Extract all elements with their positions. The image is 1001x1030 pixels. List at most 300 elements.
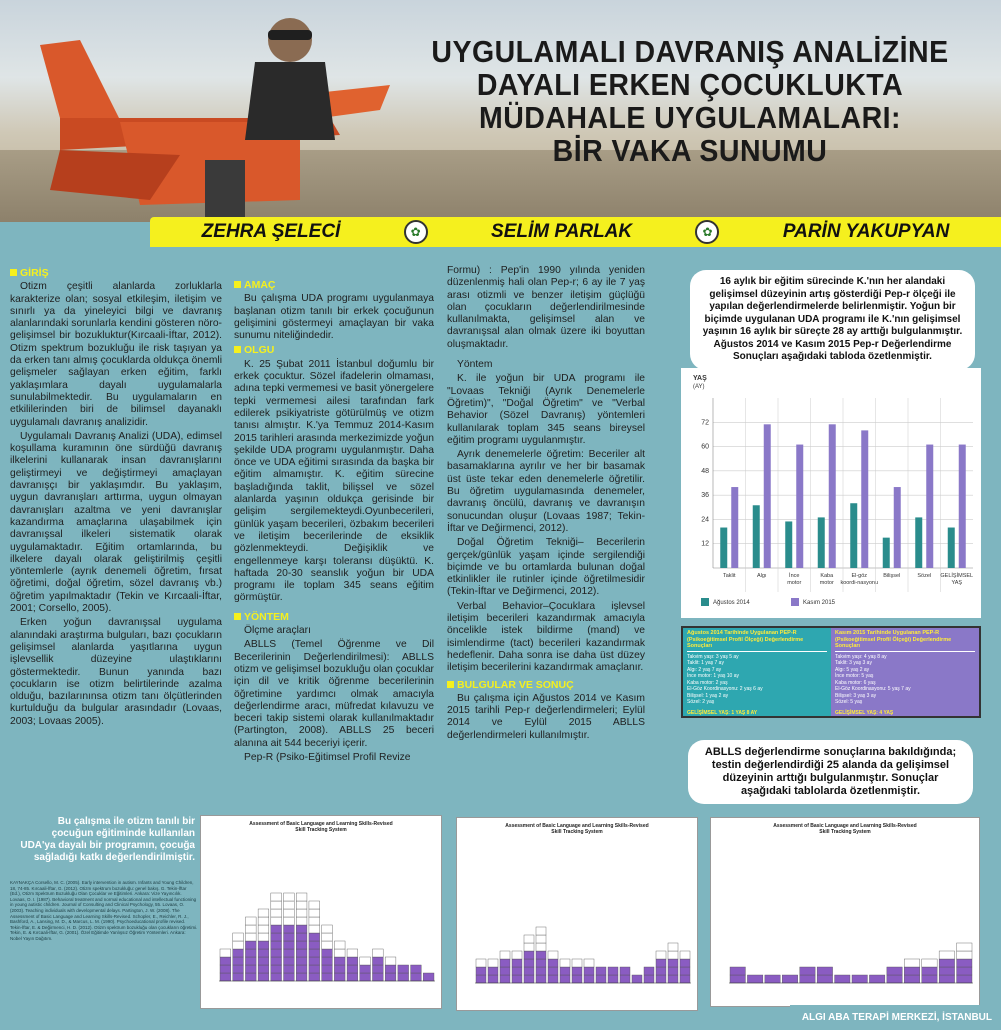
giris-paragraph-2: Uygulamalı Davranış Analizi (UDA), edimsel koşullama kuramının öne sürdüğü davranış ilkelerini kullanarak insan davranışlarını geliştirmeyi ve değiştirmeyi amaçlayan davranışçı bir yaklaşımdır. Bu yaklaşım, uygun davranışları arttırma, uygun olmayan davranışları azaltma ve yeni davranışlar kazandırma amaçlarına ulaşabilmek için davranışsal ilkeleri sistematik olarak uygulamaktadır. Eğitim ortamlarında, bu ilkelere dayalı olarak geliştirilmiş çeşitli yöntemlerle (ayrık denemeli öğretim, fırsat öğretimi, doğal öğretim, sözel davranış vb.) öğretim yapılmaktadır (Tekin ve Kırcaali-İftar, 2001; Corsello, 2005).: [10, 430, 222, 615]
findings-box-ablls: ABLLS değerlendirme sonuçlarına bakıldığında; testin değerlendirdiği 25 alanda da gelişimsel düzeyinin arttığı bulgulanmıştır. Sonuçlar aşağıdaki tablolarda özetlenmiştir.: [688, 740, 973, 804]
skill-cell: [536, 951, 546, 959]
skill-cell: [284, 909, 295, 917]
skill-cell: [271, 933, 282, 941]
skill-cell: [271, 893, 282, 901]
skill-cell: [488, 975, 498, 983]
table-row: Sözel: 5 yaş: [835, 699, 863, 705]
legend-swatch: [791, 598, 799, 606]
skill-cell: [360, 965, 371, 973]
bar-kasim-2015: [959, 445, 966, 568]
skill-cell: [668, 967, 678, 975]
skill-cell: [271, 917, 282, 925]
skill-cell: [680, 967, 690, 975]
skill-cell: [668, 943, 678, 951]
skill-cell: [271, 901, 282, 909]
table-row: El-Göz Koordinasyonu: 2 yaş 6 ay: [687, 686, 763, 692]
skill-cell: [347, 965, 358, 973]
toy-plane-illustration: [0, 0, 420, 222]
skill-cell: [765, 975, 780, 983]
skill-cell: [258, 909, 269, 917]
sheet-subtitle: Skill Tracking System: [295, 827, 347, 833]
skill-cell: [258, 917, 269, 925]
section-heading-yontem: YÖNTEM: [234, 611, 434, 623]
skill-cell: [957, 975, 972, 983]
table-column-august-2014: [683, 628, 831, 716]
y-tick-label: 72: [701, 419, 709, 427]
y-axis-unit: (AY): [693, 384, 705, 390]
skill-cell: [360, 973, 371, 981]
skill-cell: [258, 973, 269, 981]
x-tick-label: motor: [819, 580, 834, 586]
authors-bar: [150, 217, 1001, 247]
conclusion-caption: Bu çalışma ile otizm tanılı bir çocuğun eğitiminde kullanılan UDA'ya dayalı bir programın, çocuğa sağladığı katkı değerlendirilmiştir.: [20, 816, 195, 863]
skill-cell: [536, 975, 546, 983]
skill-cell: [245, 925, 256, 933]
skill-cell: [347, 949, 358, 957]
skill-cell: [524, 951, 534, 959]
skill-cell: [548, 959, 558, 967]
skill-cell: [668, 975, 678, 983]
skill-cell: [800, 967, 815, 975]
skill-cell: [347, 973, 358, 981]
skill-cell: [656, 975, 666, 983]
skill-cell: [233, 965, 244, 973]
skill-cell: [817, 967, 832, 975]
table-row: Kaba motor: 6 yaş: [835, 679, 876, 686]
skill-cell: [939, 967, 954, 975]
skill-cell: [939, 951, 954, 959]
header-photo: [0, 0, 1001, 222]
section-heading-giris: GİRİŞ: [10, 267, 222, 279]
y-tick-label: 60: [701, 443, 709, 451]
skill-cell: [922, 959, 937, 967]
skill-cell: [887, 967, 902, 975]
poster-title: [428, 35, 952, 167]
skill-cell: [957, 959, 972, 967]
table-column-november-2015: [831, 628, 979, 716]
skill-cell: [309, 909, 320, 917]
skill-cell: [271, 949, 282, 957]
skill-cell: [476, 959, 486, 967]
column-1: [10, 265, 222, 730]
skill-cell: [680, 975, 690, 983]
skill-cell: [548, 975, 558, 983]
skill-cell: [271, 973, 282, 981]
x-tick-label: YAŞ: [951, 580, 963, 586]
skill-cell: [957, 951, 972, 959]
skill-cell: [372, 957, 383, 965]
skill-cell: [296, 901, 307, 909]
skill-cell: [296, 965, 307, 973]
y-tick-label: 48: [701, 467, 709, 475]
skill-cell: [284, 933, 295, 941]
x-tick-label: Sözel: [917, 573, 932, 579]
skill-cell: [258, 941, 269, 949]
skill-cell: [296, 893, 307, 901]
skill-cell: [817, 975, 832, 983]
skill-cell: [347, 957, 358, 965]
bar-agustos-2014: [883, 538, 890, 568]
skill-cell: [284, 949, 295, 957]
amac-paragraph: Bu çalışma UDA programı uygulanmaya başlanan otizm tanılı bir erkek çocuğunun gelişimini göstermeyi amaçlayan bir vaka sunumu niteliğindedir.: [234, 293, 434, 342]
yontem-paragraph-3: Doğal Öğretim Tekniği– Becerilerin gerçek/günlük yaşam içinde sergilendiği biçimde ve bu ortamlarda bulunan doğal etkinlikler ile rutinler içinde öğretilmesidir (Tekin-İftar ve Değirmenci, 2012).: [447, 537, 645, 598]
skill-cell: [524, 935, 534, 943]
skill-cell: [334, 957, 345, 965]
skill-cell: [322, 949, 333, 957]
skill-cell: [869, 975, 884, 983]
sheet-title: Assessment of Basic Language and Learning Skills-Revised: [505, 823, 649, 829]
footer-credit: ALGI ABA TERAPİ MERKEZİ, İSTANBUL: [790, 1005, 1000, 1030]
skill-cell: [572, 975, 582, 983]
skill-cell: [411, 973, 422, 981]
skill-cell: [476, 975, 486, 983]
bar-kasim-2015: [894, 487, 901, 568]
skill-cell: [284, 925, 295, 933]
skill-cell: [500, 975, 510, 983]
section-heading-bulgular: BULGULAR VE SONUÇ: [447, 679, 645, 691]
table-row: Taklit: 1 yaş 7 ay: [687, 660, 724, 666]
skill-cell: [488, 967, 498, 975]
pepr-paragraph: Pep-R (Psiko-Eğitimsel Profil Revize: [244, 751, 411, 763]
yontem-paragraph-4: Verbal Behavior–Çocuklara işlevsel iletişim becerileri kazandırmak amacıyla öncelikle istek bildirme (mand) ve isimlendirme (tact) becerileri kazandırmak hedeflenir. Daha sonra ise daha üst düzey iletişim becerilerini kazandırmak amaçlanır.: [447, 600, 645, 674]
ablls-sheet-3: [710, 817, 980, 1007]
pepr-continued: Formu) : Pep'in 1990 yılında yeniden düzenlenmiş hali olan Pep-r; 6 ay ile 7 yaş arası otizmli ve benzer iletişim güçlüğü olan çocukların değerlendirilmesinde kullanılmakta, gelişimsel alan ve davranışsal alan olmak üzere iki boyuttan oluşmaktadır.: [447, 265, 645, 350]
skill-cell: [584, 975, 594, 983]
table-row: Bilişsel: 1 yaş 2 ay: [687, 692, 729, 699]
skill-cell: [512, 967, 522, 975]
table-row: Kaba motor: 2 yaş: [687, 679, 728, 686]
skill-cell: [500, 959, 510, 967]
section-heading-olgu: OLGU: [234, 344, 434, 356]
skill-cell: [296, 941, 307, 949]
institution-logo-icon: ✿: [695, 220, 719, 244]
skill-cell: [644, 975, 654, 983]
skill-cell: [656, 959, 666, 967]
chart-svg: [681, 368, 981, 618]
skill-cell: [309, 925, 320, 933]
skill-cell: [560, 975, 570, 983]
skill-cell: [747, 975, 762, 983]
skill-cell: [271, 957, 282, 965]
column-3: [447, 265, 645, 744]
skill-cell: [782, 975, 797, 983]
skill-cell: [284, 957, 295, 965]
table-row: Taklit: 3 yaş 3 ay: [835, 660, 872, 666]
skill-cell: [372, 973, 383, 981]
legend-swatch: [701, 598, 709, 606]
x-tick-label: Taklit: [722, 573, 736, 579]
skill-cell: [560, 967, 570, 975]
skill-cell: [309, 949, 320, 957]
title-line-3: MÜDAHALE UYGULAMALARI:: [478, 100, 902, 135]
x-tick-label: Algı: [757, 573, 767, 579]
x-tick-label: motor: [787, 580, 802, 586]
skill-cell: [322, 957, 333, 965]
skill-cell: [296, 925, 307, 933]
sheet-bars: [711, 835, 981, 995]
skill-cell: [284, 965, 295, 973]
skill-cell: [524, 975, 534, 983]
skill-cell: [904, 967, 919, 975]
skill-cell: [372, 965, 383, 973]
skill-cell: [656, 967, 666, 975]
skill-cell: [258, 949, 269, 957]
skill-cell: [730, 975, 745, 983]
yontem-paragraph-1: K. ile yoğun bir UDA programı ile "Lovaas Tekniği (Ayrık Denemelerle Öğretim)", "Doğal Öğretim" ve "Verbal Behavior (Sözel Davranış) yöntemleri kullanılarak toplam 345 seans bireysel eğitim programı uygulanmıştır.: [447, 373, 645, 446]
y-axis-label: YAŞ: [693, 375, 707, 382]
skill-cell: [322, 925, 333, 933]
skill-cell: [488, 959, 498, 967]
skill-cell: [800, 975, 815, 983]
skill-cell: [245, 933, 256, 941]
skill-cell: [730, 967, 745, 975]
skill-cell: [284, 917, 295, 925]
skill-cell: [309, 965, 320, 973]
ablls-sheet-1: [200, 815, 442, 1009]
skill-cell: [385, 965, 396, 973]
skill-cell: [322, 941, 333, 949]
skill-cell: [548, 951, 558, 959]
skill-cell: [245, 957, 256, 965]
skill-cell: [398, 965, 409, 973]
skill-cell: [233, 949, 244, 957]
skill-cell: [536, 959, 546, 967]
skill-cell: [852, 975, 867, 983]
skill-cell: [296, 933, 307, 941]
table-header-right: Kasım 2015 Tarihinde Uygulanan PEP-R (Psikoeğitimsel Profil Ölçeği) Değerlendirme Sonuçları: [835, 630, 975, 652]
y-tick-label: 36: [701, 492, 709, 500]
table-row: Sözel: 2 yaş: [687, 699, 715, 705]
skill-cell: [258, 925, 269, 933]
skill-cell: [922, 975, 937, 983]
skill-cell: [309, 957, 320, 965]
giris-paragraph-1: Otizm çeşitli alanlarda zorluklarla karakterize olan; sosyal etkileşim, iletişim ve sınırlı ya da yineleyici bilgi ve davranış alanlarındaki sorunlarla kendini gösteren nöro-gelişimsel bir bozukluktur(Kırcaali-İftar, 2012). Otizm spektrum bozukluğu ile risk taşıyan ya da erken tanı almış çocuklarda oldukça önemli gelişmeler sağlayan erken eğitim, farklı yaklaşımlara dayalı uygulamalarla sunulabilmektedir. Bu uygulamaların en etkililerinden biri de bilimsel dayanaklı uygulamalı davranış analizidir.: [10, 281, 222, 428]
author-3: PARİN YAKUPYAN: [782, 221, 950, 242]
sheet-title: Assessment of Basic Language and Learning Skills-Revised: [249, 821, 393, 827]
skill-cell: [536, 927, 546, 935]
skill-cell: [309, 901, 320, 909]
skill-cell: [596, 967, 606, 975]
skill-cell: [220, 965, 231, 973]
skill-cell: [922, 967, 937, 975]
skill-cell: [284, 893, 295, 901]
olcme-label: Ölçme araçları: [244, 625, 311, 637]
skill-cell: [284, 941, 295, 949]
bar-agustos-2014: [915, 517, 922, 568]
bar-agustos-2014: [948, 528, 955, 568]
skill-cell: [668, 959, 678, 967]
skill-cell: [322, 973, 333, 981]
skill-cell: [620, 967, 630, 975]
skill-cell: [656, 951, 666, 959]
skill-cell: [322, 933, 333, 941]
skill-cell: [385, 973, 396, 981]
sheet-subtitle: Skill Tracking System: [551, 829, 603, 835]
skill-cell: [957, 943, 972, 951]
skill-cell: [334, 965, 345, 973]
skill-cell: [680, 951, 690, 959]
bar-kasim-2015: [861, 430, 868, 568]
legend-label: Ağustos 2014: [713, 600, 750, 606]
table-row: Takvim yaşı: 3 yaş 5 ay: [687, 653, 739, 660]
skill-cell: [271, 941, 282, 949]
skill-cell: [258, 957, 269, 965]
skill-cell: [233, 933, 244, 941]
table-row: İnce motor: 5 yaş: [835, 673, 874, 679]
sheet-bars: [457, 835, 699, 995]
giris-paragraph-3: Erken yoğun davranışsal uygulama alanındaki araştırma bulguları, bazı çocukların gelişimsel alanlarda yaşıtlarına uygun işlevsellik düzeyine ulaştıklarını göstermektedir. Bunun yanında bazı çocukların ise otizm belirtilerinde azalma olduğu, bazılarınınsa otizm tanı ölçütlerinden kurtulduğu da bulgular arasındadır (Lovaas, 2003; Lovaas 2005).: [10, 617, 222, 727]
skill-cell: [296, 917, 307, 925]
skill-cell: [548, 967, 558, 975]
skill-cell: [608, 975, 618, 983]
skill-cell: [372, 949, 383, 957]
skill-cell: [309, 933, 320, 941]
table-header-left: Ağustos 2014 Tarihinde Uygulanan PEP-R (Psikoeğitimsel Profil Ölçeği) Değerlendirme Sonuçları: [687, 630, 827, 652]
skill-cell: [596, 975, 606, 983]
ablls-sheet-2: [456, 817, 698, 1011]
skill-cell: [524, 943, 534, 951]
author-2: SELİM PARLAK: [491, 221, 633, 242]
skill-cell: [632, 975, 642, 983]
skill-cell: [887, 975, 902, 983]
skill-cell: [500, 967, 510, 975]
x-tick-label: koordi-nasyonu: [840, 580, 879, 586]
skill-cell: [584, 967, 594, 975]
skill-cell: [309, 941, 320, 949]
skill-cell: [271, 925, 282, 933]
sheet-subtitle: Skill Tracking System: [819, 829, 871, 835]
skill-cell: [284, 901, 295, 909]
skill-cell: [309, 917, 320, 925]
skill-cell: [220, 973, 231, 981]
skill-cell: [322, 965, 333, 973]
skill-cell: [904, 959, 919, 967]
skill-cell: [296, 949, 307, 957]
skill-cell: [939, 959, 954, 967]
skill-cell: [233, 973, 244, 981]
table-row: Bilişsel: 3 yaş 3 ay: [835, 692, 877, 699]
skill-cell: [423, 973, 434, 981]
title-line-2: DAYALI ERKEN ÇOCUKLUKTA: [476, 67, 904, 102]
legend-label: Kasım 2015: [803, 600, 836, 606]
skill-cell: [939, 975, 954, 983]
skill-cell: [904, 975, 919, 983]
skill-cell: [572, 967, 582, 975]
skill-cell: [512, 951, 522, 959]
olgu-paragraph: K. 25 Şubat 2011 İstanbul doğumlu bir erkek çocuktur. Sözel ifadelerin olmaması, adına tepki vermemesi ve basit yönergelere tepki vermemesi ailesi tarafından fark edilerek psikiyatriste götürülmüş ve otizm tanısı almıştır. K.'ya Temmuz 2014-Kasım 2015 tarihleri arasında merkezimizde yoğun şekilde UDA programı uygulanmıştır. Daha önce ve UDA eğitimi sırasında da başka bir eğitim almamıştır. K. eğitim sürecine başladığında taklit, bilişsel ve sözel alanlarda yaşının oldukça gerisinde bir gelişim sergilemekteydi.Oyunbecerileri, günlük yaşam becerileri, özbakım becerileri ve iletişim becerilerinde de eksiklik gözlenmekteydi. Değişiklik ve engellenmeye karşı toleransı düşüktü. K. haftada 20-30 seanslık yoğun bir UDA programı ile toplam 345 seans eğitim görmüştür.: [234, 358, 434, 604]
table-row: Algı: 2 yaş 7 ay: [687, 666, 722, 673]
x-tick-label: Bilişsel: [883, 573, 901, 579]
skill-cell: [536, 935, 546, 943]
pepr-results-table: [681, 626, 981, 718]
bar-kasim-2015: [764, 424, 771, 568]
skill-cell: [271, 909, 282, 917]
skill-cell: [296, 973, 307, 981]
skill-cell: [620, 975, 630, 983]
skill-cell: [233, 941, 244, 949]
skill-cell: [524, 967, 534, 975]
sheet-bars: [201, 833, 443, 993]
references: KAYNAKÇA Corsello, M. C. (2005). Early intervention in autism. Infants and Young Children, 18, 74-85. Kırcaali-İftar, G. (2012). Otizm spektrum bozukluğu: genel bakış. G. Tekin-İftar (Ed.), Otizm Spektrum Bozukluğu Olan Çocuklar ve Eğitimleri. Ankara: Vize Yayıncılık. Lovaas, O. I. (1987). Behavioral treatment and normal educational and intellectual functioning in young autistic children. Journal of Consulting and Clinical Psychology, 55. Lovaas, O. (2003). Teaching individuals with developmental delays. Partington, J. W. (2008). The Assessment of Basic Language and Learning Skills-Revised. Schopler, E., Reichler, R. J., Bashford, A., Lansing, M. D., & Marcus, L. M. (1990). Psychoeducational profile revised. Tekin-İftar, E. & Değirmenci, H. D. (2012). Otizm spektrum bozukluğu olan çocukların öğretimi. Tekin, E. & Kırcaali-İftar, G. (2001). Özel Eğitimde Yanlışsız Öğretim Yöntemleri. Ankara: Nobel Yayın Dağıtım.: [10, 880, 198, 941]
skill-cell: [334, 941, 345, 949]
author-1: ZEHRA ŞELECİ: [201, 221, 341, 242]
skill-cell: [476, 967, 486, 975]
skill-cell: [309, 973, 320, 981]
skill-cell: [680, 959, 690, 967]
bar-agustos-2014: [753, 505, 760, 568]
institution-logo-icon: ✿: [404, 220, 428, 244]
title-line-4: BİR VAKA SUNUMU: [552, 133, 828, 168]
skill-cell: [560, 959, 570, 967]
skill-cell: [296, 957, 307, 965]
skill-cell: [245, 917, 256, 925]
skill-cell: [536, 943, 546, 951]
table-footer-right: GELİŞİMSEL YAŞ: 4 YAŞ: [835, 709, 894, 716]
skill-cell: [245, 973, 256, 981]
skill-cell: [245, 941, 256, 949]
ablls-paragraph: ABLLS (Temel Öğrenme ve Dil Becerilerinin Değerlendirilmesi): ABLLS otizm ve gelişimsel bozukluğu olan çocuklar için dil ve kritik öğrenme becerilerinin öğretimine yardımcı olmak amacıyla değerlendirme aracı, müfredat kılavuzu ve beceri takip sistemi olarak kullanılmaktadır (Partington, 2008). ABLLS 25 beceri alanına ait 544 beceriyi içerir.: [234, 639, 434, 749]
skill-cell: [668, 951, 678, 959]
bar-kasim-2015: [829, 424, 836, 568]
skill-cell: [258, 933, 269, 941]
bar-kasim-2015: [926, 445, 933, 568]
skill-cell: [512, 975, 522, 983]
sheet-title: Assessment of Basic Language and Learning Skills-Revised: [773, 823, 917, 829]
skill-cell: [220, 949, 231, 957]
skill-cell: [411, 965, 422, 973]
bulgular-paragraph: Bu çalışma için Ağustos 2014 ve Kasım 2015 tarihli Pep-r değerlendirmeleri; Eylül 2014 ve Eylül 2015 ABLLS değerlendirmeleri kullanılmıştır.: [447, 692, 645, 741]
skill-cell: [572, 959, 582, 967]
table-row: Algı: 5 yaş 2 ay: [835, 666, 870, 673]
skill-cell: [245, 965, 256, 973]
x-tick-label: El-göz: [851, 573, 868, 579]
skill-cell: [398, 973, 409, 981]
skill-cell: [957, 967, 972, 975]
skill-cell: [245, 949, 256, 957]
skill-cell: [220, 957, 231, 965]
skill-cell: [258, 965, 269, 973]
skill-cell: [334, 973, 345, 981]
skill-cell: [524, 959, 534, 967]
skill-cell: [644, 967, 654, 975]
skill-cell: [512, 959, 522, 967]
x-tick-label: Kaba: [820, 573, 834, 579]
skill-cell: [835, 975, 850, 983]
skill-cell: [608, 967, 618, 975]
skill-cell: [284, 973, 295, 981]
bar-kasim-2015: [796, 445, 803, 568]
x-tick-label: İnce: [789, 573, 800, 579]
pepr-bar-chart: [681, 368, 981, 618]
table-row: Takvim yaşı: 4 yaş 8 ay: [835, 653, 887, 660]
bar-agustos-2014: [818, 517, 825, 568]
skill-cell: [536, 967, 546, 975]
table-footer-left: GELİŞİMSEL YAŞ: 1 YAŞ 8 AY: [687, 709, 758, 716]
y-tick-label: 24: [701, 516, 709, 524]
skill-cell: [233, 957, 244, 965]
skill-cell: [296, 909, 307, 917]
skill-cell: [271, 965, 282, 973]
skill-cell: [385, 957, 396, 965]
bar-agustos-2014: [785, 521, 792, 568]
bar-kasim-2015: [731, 487, 738, 568]
bar-agustos-2014: [720, 528, 727, 568]
table-row: İnce motor: 1 yaş 10 ay: [687, 673, 739, 679]
skill-cell: [334, 949, 345, 957]
skill-cell: [500, 951, 510, 959]
yontem-subheading: Yöntem: [457, 359, 493, 371]
findings-box-pepr: 16 aylık bir eğitim sürecinde K.'nın her alandaki gelişimsel düzeyinin artış gösterdiği Pep-r ölçeği ile yapılan değerlendirmelerde belirlenmiştir. Yoğun bir biçimde uygulanan UDA programı ile K.'nın gelişimsel yaşının 16 aylık bir süreçte 28 ay arttığı bulgulanmıştır. Ağustos 2014 ve Kasım 2015 Pep-r Değerlendirme Sonuçları aşağıdaki tabloda özetlenmiştir.: [690, 270, 975, 370]
